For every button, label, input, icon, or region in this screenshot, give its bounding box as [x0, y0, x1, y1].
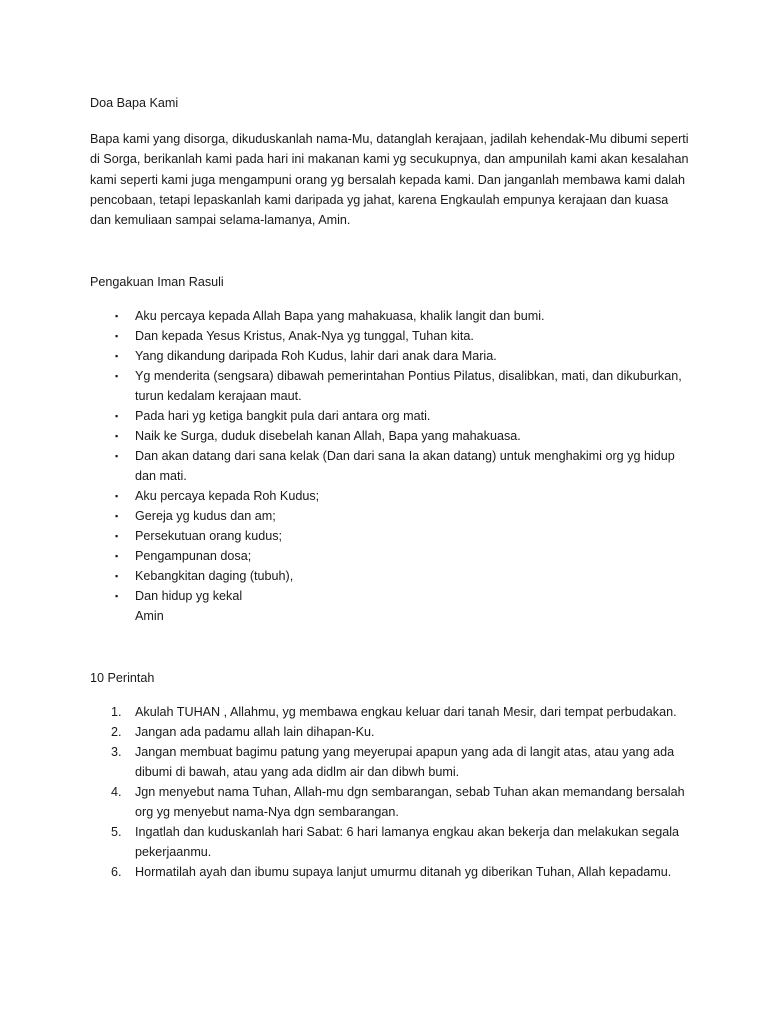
bullet-icon: ▪	[115, 491, 119, 502]
bullet-icon: ▪	[115, 311, 119, 322]
item-number: 3.	[111, 745, 122, 760]
bullet-icon: ▪	[115, 351, 119, 362]
list-item	[90, 486, 690, 506]
bullet-icon: ▪	[115, 571, 119, 582]
item-number: 5.	[111, 825, 122, 840]
list-item	[90, 822, 690, 862]
bullet-icon: ▪	[115, 551, 119, 562]
list-item	[90, 526, 690, 546]
list-item-text: Aku percaya kepada Allah Bapa yang mahakuasa, khalik langit dan bumi.	[135, 309, 545, 324]
list-item-text: Jangan ada padamu allah lain dihapan-Ku.	[135, 725, 375, 740]
list-item	[90, 426, 690, 446]
amin-text: Amin	[135, 609, 164, 624]
prayer-heading: Doa Bapa Kami	[90, 96, 179, 110]
list-item	[90, 862, 690, 882]
bullet-icon: ▪	[115, 591, 119, 602]
list-item	[90, 406, 690, 426]
prayer-section	[90, 93, 690, 230]
list-item-text: Ingatlah dan kuduskanlah hari Sabat: 6 hari lamanya engkau akan bekerja dan melakukan segala pekerjaanmu.	[135, 825, 680, 860]
list-item-text: Dan akan datang dari sana kelak (Dan dari sana Ia akan datang) untuk menghakimi org yg hidup dan mati.	[135, 449, 675, 484]
list-item-text: Jgn menyebut nama Tuhan, Allah-mu dgn sembarangan, sebab Tuhan akan memandang bersalah org yg menyebut nama-Nya dgn sembarangan.	[135, 785, 685, 820]
commandments-list	[90, 702, 690, 882]
bullet-icon: ▪	[115, 371, 119, 382]
list-item	[90, 546, 690, 566]
bullet-icon: ▪	[115, 411, 119, 422]
list-item-amin	[90, 606, 690, 626]
list-item	[90, 326, 690, 346]
item-number: 1.	[111, 705, 122, 720]
list-item-text: Jangan membuat bagimu patung yang meyerupai apapun yang ada di langit atas, atau yang ada dibumi di bawah, atau yang ada didlm air dan dibwh bumi.	[135, 745, 675, 780]
list-item	[90, 366, 690, 406]
list-item-text: Kebangkitan daging (tubuh),	[135, 569, 294, 584]
list-item-text: Pada hari yg ketiga bangkit pula dari antara org mati.	[135, 409, 431, 424]
list-item	[90, 742, 690, 782]
list-item-text: Gereja yg kudus dan am;	[135, 509, 276, 524]
list-item	[90, 702, 690, 722]
list-item-text: Dan hidup yg kekal	[135, 589, 243, 604]
item-number: 4.	[111, 785, 122, 800]
creed-section	[90, 272, 690, 626]
list-item	[90, 722, 690, 742]
list-item	[90, 586, 690, 606]
list-item-text: Hormatilah ayah dan ibumu supaya lanjut umurmu ditanah yg diberikan Tuhan, Allah kepadamu.	[135, 865, 672, 880]
list-item-text: Aku percaya kepada Roh Kudus;	[135, 489, 320, 504]
commandments-heading: 10 Perintah	[90, 671, 155, 686]
item-number: 2.	[111, 725, 122, 740]
list-item	[90, 346, 690, 366]
list-item-text: Yg menderita (sengsara) dibawah pemerintahan Pontius Pilatus, disalibkan, mati, dan dikuburkan, turun kedalam kerajaan maut.	[135, 369, 682, 404]
commandments-section	[90, 668, 690, 882]
list-item-text: Yang dikandung daripada Roh Kudus, lahir dari anak dara Maria.	[135, 349, 497, 364]
bullet-icon: ▪	[115, 431, 119, 442]
list-item	[90, 446, 690, 486]
list-item	[90, 306, 690, 326]
creed-heading: Pengakuan Iman Rasuli	[90, 275, 224, 290]
bullet-icon: ▪	[115, 331, 119, 342]
list-item	[90, 506, 690, 526]
bullet-icon: ▪	[115, 511, 119, 522]
list-item-text: Akulah TUHAN , Allahmu, yg membawa engkau keluar dari tanah Mesir, dari tempat perbudakan.	[135, 705, 677, 720]
document-content	[90, 93, 690, 882]
list-item	[90, 566, 690, 586]
item-number: 6.	[111, 865, 122, 880]
list-item-text: Persekutuan orang kudus;	[135, 529, 283, 544]
list-item-text: Dan kepada Yesus Kristus, Anak-Nya yg tunggal, Tuhan kita.	[135, 329, 474, 344]
list-item-text: Naik ke Surga, duduk disebelah kanan Allah, Bapa yang mahakuasa.	[135, 429, 521, 444]
prayer-paragraph: Bapa kami yang disorga, dikuduskanlah nama-Mu, datanglah kerajaan, jadilah kehendak-Mu dibumi seperti di Sorga, berikanlah kami pada hari ini makanan kami yg secukupnya, dan ampunilah kami akan kesalahan kami seperti kami juga mengampuni orang yg bersalah kepada kami. Dan janganlah membawa kami dalah pencobaan, tetapi lepaskanlah kami daripada yg jahat, karena Engkaulah empunya kerajaan dan kuasa dan kemuliaan sampai selama-lamanya, Amin.	[90, 132, 689, 228]
bullet-icon: ▪	[115, 451, 119, 462]
list-item	[90, 782, 690, 822]
creed-list	[90, 306, 690, 626]
bullet-icon: ▪	[115, 531, 119, 542]
list-item-text: Pengampunan dosa;	[135, 549, 252, 564]
